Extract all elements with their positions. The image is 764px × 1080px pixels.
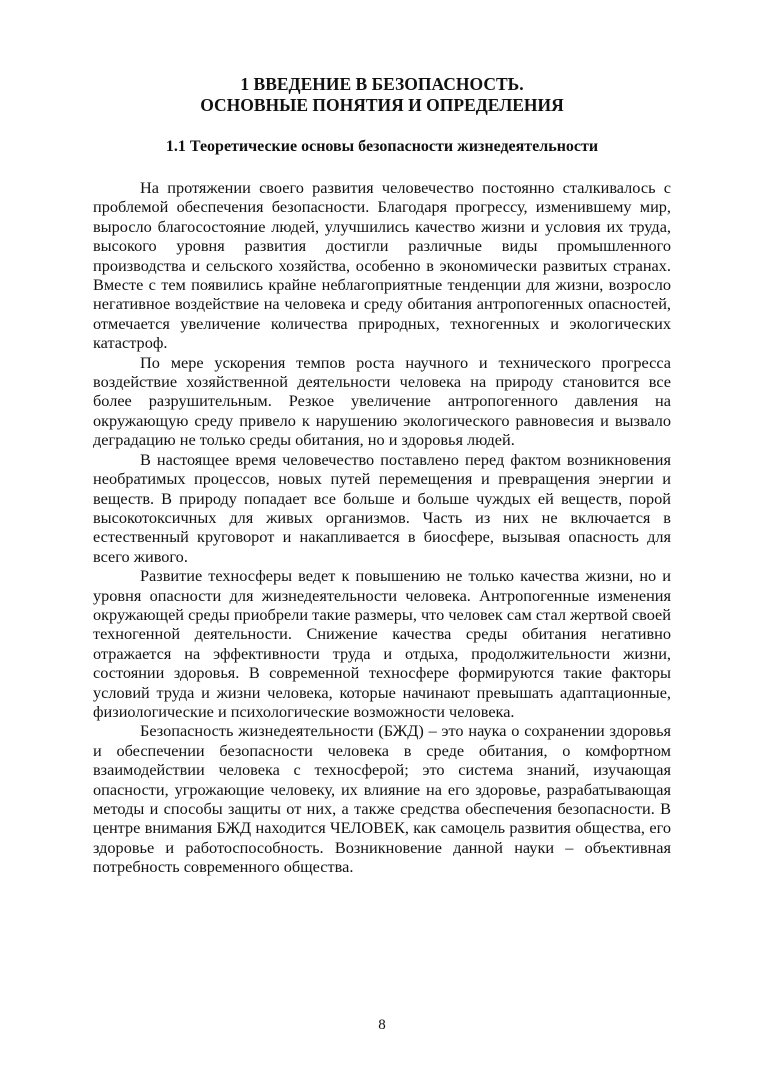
paragraph-2: По мере ускорения темпов роста научного и технического прогресса воздействие хозяйственной деятельности человека на природу становится все более разрушительным. Резкое увеличение антропогенного давления на окружающую среду привело к нарушению экологического равновесия и вызвало деградацию не только среды обитания, но и здоровья людей. xyxy=(93,352,671,450)
page-number: 8 xyxy=(378,1017,386,1033)
chapter-title-line-2: ОСНОВНЫЕ ПОНЯТИЯ И ОПРЕДЕЛЕНИЯ xyxy=(200,95,564,115)
paragraph-3: В настоящее время человечество поставлено перед фактом возникновения необратимых процессов, новых путей перемещения и превращения энергии и веществ. В природу попадает все больше и больше чуждых ей веществ, порой высокотоксичных для живых организмов. Часть из них не включается в естественный круговорот и накапливается в биосфере, вызывая опасность для всего живого. xyxy=(93,449,671,566)
paragraph-1: На протяжении своего развития человечество постоянно сталкивалось с проблемой обеспечения безопасности. Благодаря прогрессу, изменившему мир, выросло благосостояние людей, улучшились качество жизни и условия их труда, высокого уровня развития достигли различные виды промышленного производства и сельского хозяйства, особенно в экономически развитых странах. Вместе с тем появились крайне неблагоприятные тенденции для жизни, возросло негативное воздействие на человека и среду обитания антропогенных опасностей, отмечается увеличение количества природных, техногенных и экологических катастроф. xyxy=(93,178,671,353)
section-title: 1.1 Теоретические основы безопасности жизнедеятельности xyxy=(165,138,599,155)
chapter-title xyxy=(80,74,684,116)
paragraph-4: Развитие техносферы ведет к повышению не только качества жизни, но и уровня опасности для жизнедеятельности человека. Антропогенные изменения окружающей среды приобрели такие размеры, что человек сам стал жертвой своей техногенной деятельности. Снижение качества среды обитания негативно отражается на эффективности труда и отдыха, продолжительности жизни, состоянии здоровья. В современной техносфере формируются такие факторы условий труда и жизни человека, которые начинают превышать адаптационные, физиологические и психологические возможности человека. xyxy=(93,566,671,721)
paragraph-5: Безопасность жизнедеятельности (БЖД) – это наука о сохранении здоровья и обеспечении безопасности человека в среде обитания, о комфортном взаимодействии человека с техносферой; это система знаний, изучающая опасности, угрожающие человеку, их влияние на его здоровье, разрабатывающая методы и способы защиты от них, а также средства обеспечения безопасности. В центре внимания БЖД находится ЧЕЛОВЕК, как самоцель развития общества, его здоровье и работоспособность. Возникновение данной науки – объективная потребность современного общества. xyxy=(93,721,671,877)
body-text xyxy=(93,178,671,877)
chapter-title-line-1: 1 ВВЕДЕНИЕ В БЕЗОПАСНОСТЬ. xyxy=(240,74,524,94)
